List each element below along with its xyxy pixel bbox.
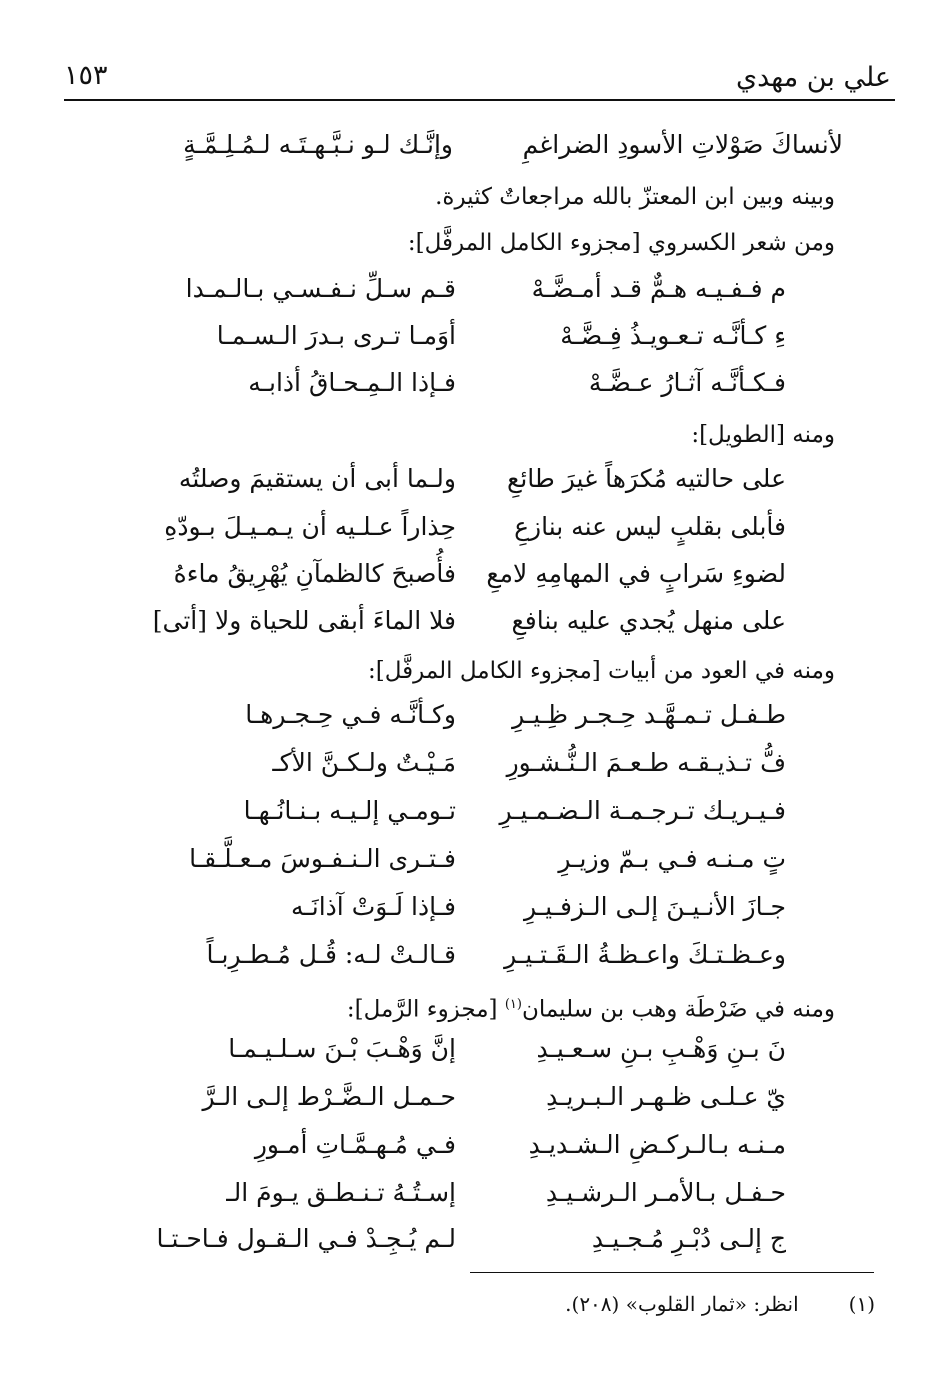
verse-line bbox=[0, 740, 943, 786]
verse-second-hemistich: نَ بـنِ وَهْـبِ بـنِ سـعـيـدِ bbox=[536, 1034, 786, 1063]
verse-first-hemistich: تـومـي إلـيـه بـنـانُـهـا bbox=[243, 796, 456, 825]
verse-second-hemistich: لضوءِ سَرابٍ في المهامِهِ لامعِ bbox=[486, 559, 786, 588]
heading-meter: [مجزوء الرَّمل]: bbox=[346, 996, 498, 1023]
verse-second-hemistich: على منهل يُجدي عليه بنافعِ bbox=[511, 606, 786, 635]
verse-second-hemistich: وعـظـتـكَ واعـظـةُ الـقَـتـيـرِ bbox=[504, 940, 786, 969]
meter-heading: ومنه [الطويل]: bbox=[691, 422, 835, 448]
verse-first-hemistich: إسـتُـهُ تـنـطـق يـومَ الـ bbox=[226, 1178, 456, 1207]
meter-heading: ومنه في العود من أبيات [مجزوء الكامل المرفَّل]: bbox=[368, 658, 835, 684]
verse-line bbox=[0, 266, 943, 312]
meter-heading bbox=[75, 984, 835, 1031]
verse-line bbox=[0, 1026, 943, 1072]
footnote bbox=[55, 1289, 875, 1319]
header-rule bbox=[64, 99, 895, 101]
verse-first-hemistich: حـمـل الـضَّـرْط إلـى الـرَّ bbox=[202, 1082, 456, 1111]
footnote-rule bbox=[470, 1272, 874, 1273]
verse-line bbox=[0, 313, 943, 359]
verse-first-hemistich: حِذاراً عـلـيه أن يـمـيـلَ بـودّهِ bbox=[164, 512, 456, 541]
verse-second-hemistich: فُّ تـذيـقـه طـعـمَ الـنُّـشـورِ bbox=[506, 748, 786, 777]
verse-line bbox=[0, 122, 943, 168]
verse-second-hemistich: ج إلـى دُبْـرِ مُـجـيـدِ bbox=[591, 1224, 786, 1253]
verse-second-hemistich: فـيـريـك تـرجـمـة الـضـمـيـرِ bbox=[499, 796, 786, 825]
verse-second-hemistich: يّ عـلـى ظـهـر الـبـريـدِ bbox=[546, 1082, 786, 1111]
verse-first-hemistich: وإنَّـك لـو نـبَّـهـتَـه لـمُـلِـمَّـةٍ bbox=[183, 130, 453, 159]
page-number: ١٥٣ bbox=[64, 60, 108, 91]
verse-second-hemistich: حـفـل بـالأمـر الـرشـيـدِ bbox=[545, 1178, 786, 1207]
heading-text: ومنه في ضَرْطَة وهب بن سليمان bbox=[521, 996, 835, 1023]
verse-line bbox=[0, 504, 943, 550]
verse-first-hemistich: قـم سـلِّ نـفـسـي بـالـمـدا bbox=[185, 274, 456, 303]
verse-line bbox=[0, 932, 943, 978]
verse-line bbox=[0, 836, 943, 882]
verse-first-hemistich: فـتـرى الـنـفـوسَ مـعـلَّـقـا bbox=[189, 844, 456, 873]
footnote-text: انظر: «ثمار القلوب» (٢٠٨). bbox=[565, 1292, 799, 1316]
verse-second-hemistich: جـازَ الأنـيـنَ إلـى الـزفـيـرِ bbox=[523, 892, 786, 921]
verse-first-hemistich: فـإذا الـمِـحـاقُ أذابـه bbox=[248, 368, 456, 397]
verse-first-hemistich: فـي مُـهـمَّـاتِ أمـورِ bbox=[254, 1130, 456, 1159]
verse-second-hemistich: طـفـل تـمـهَّـد حِـجـر ظِـيـرِ bbox=[512, 700, 786, 729]
verse-first-hemistich: قـالـتْ لـه: قُـل مُـطـرِبـاً bbox=[206, 940, 456, 969]
verse-line bbox=[0, 884, 943, 930]
verse-first-hemistich: فأُصبحَ كالظمآنِ يُهْرِيقُ ماءهُ bbox=[173, 559, 456, 588]
verse-line bbox=[0, 1216, 943, 1262]
verse-second-hemistich: فأبلى بقلبٍ ليس عنه بنازعِ bbox=[514, 512, 786, 541]
verse-first-hemistich: إنَّ وَهْـبَ بْـنَ سـلـيـمـا bbox=[228, 1034, 456, 1063]
running-header-title: علي بن مهدي bbox=[736, 62, 891, 93]
verse-line bbox=[0, 456, 943, 502]
verse-second-hemistich: مـنـه بـالـركـضِ الـشـديـدِ bbox=[528, 1130, 786, 1159]
verse-first-hemistich: لـم يُـجِـدْ فـي الـقـول فـاحـتـا bbox=[156, 1224, 456, 1253]
meter-heading: ومن شعر الكسروي [مجزوء الكامل المرفَّل]: bbox=[407, 230, 835, 256]
verse-line bbox=[0, 1074, 943, 1120]
verse-second-hemistich: على حالتيه مُكرَهاً غيرَ طائعِ bbox=[507, 464, 786, 493]
verse-line bbox=[0, 692, 943, 738]
verse-first-hemistich: أوَمـا تـرى بـدرَ الـسـمـا bbox=[216, 321, 456, 350]
footnote-mark: (١) bbox=[848, 1292, 875, 1316]
verse-line bbox=[0, 788, 943, 834]
footnote-reference[interactable]: (١) bbox=[504, 997, 522, 1012]
verse-first-hemistich: ولـما أبى أن يستقيمَ وصلتُه bbox=[178, 464, 456, 493]
verse-first-hemistich: وكـأنَّـه فـي حِـجـرهـا bbox=[245, 700, 456, 729]
verse-line bbox=[0, 1170, 943, 1216]
verse-first-hemistich: فـإذا لَـوَتْ آذانَـه bbox=[291, 892, 456, 921]
verse-second-hemistich: ءِ كـأنَّـه تـعـويـذُ فِـضَّـهْ bbox=[560, 321, 786, 350]
verse-line bbox=[0, 1122, 943, 1168]
verse-first-hemistich: مَـيْـتٌ ولـكـنَّ الأكـ bbox=[272, 748, 456, 777]
verse-second-hemistich: م فـفـيـه هـمٌّ قـد أمـضَّـهْ bbox=[531, 274, 786, 303]
verse-second-hemistich: فـكـأنَّـه آثـارُ عـضَّـهْ bbox=[588, 368, 786, 397]
verse-line bbox=[0, 598, 943, 644]
verse-second-hemistich: تٍ مـنـه فـي بـمّ وزيـرِ bbox=[558, 844, 786, 873]
verse-line bbox=[0, 551, 943, 597]
verse-second-hemistich: لأنساكَ صَوْلاتِ الأسودِ الضراغمِ bbox=[522, 130, 843, 159]
verse-line bbox=[0, 360, 943, 406]
verse-first-hemistich: فلا الماءَ أبقى للحياة ولا [أتى] bbox=[152, 606, 456, 635]
prose-line: وبينه وبين ابن المعتزّ بالله مراجعاتٌ كثيرة. bbox=[435, 184, 835, 210]
